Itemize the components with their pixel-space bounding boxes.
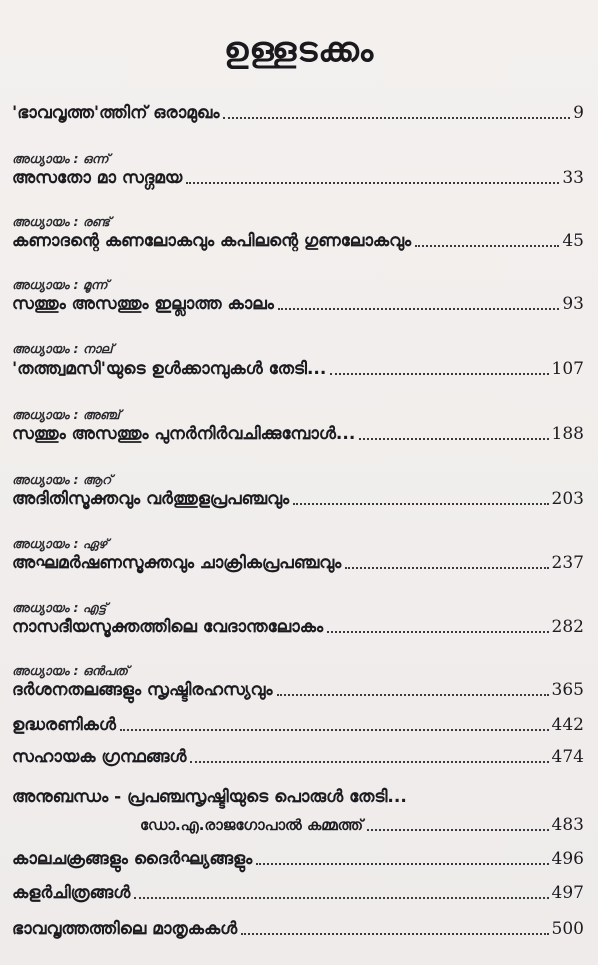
entry-page-number: 203 — [551, 489, 584, 509]
entry-title: ഡോ.എ.രാജഗോപാൽ കമ്മത്ത് — [140, 816, 364, 834]
toc-entry-appendix[interactable] — [12, 782, 584, 808]
entry-title: 'തത്ത്വമസി'യുടെ ഉൾക്കാമ്പുകൾ തേടി... — [12, 359, 327, 379]
dot-leader — [120, 729, 549, 731]
toc-entry-chapter-2[interactable] — [12, 226, 584, 252]
entry-title: ദർശനതലങ്ങളും സൃഷ്ടിരഹസ്യവും — [12, 680, 273, 700]
entry-page-number: 365 — [551, 680, 584, 700]
dot-leader — [330, 373, 548, 375]
toc-entry-chapter-6[interactable] — [12, 484, 584, 510]
entry-title: കാലചക്രങ്ങളും ദൈർഘ്യങ്ങളും — [12, 849, 253, 869]
entry-title: നാസദീയസൂക്തത്തിലെ വേദാന്തലോകം — [12, 617, 324, 637]
entry-title: അദിതിസൂക്തവും വർത്തുളപ്രപഞ്ചവും — [12, 489, 290, 509]
dot-leader — [367, 829, 548, 831]
entry-page-number: 188 — [551, 424, 584, 444]
chapter-label: അധ്യായം : എട്ട് — [12, 600, 107, 615]
entry-page-number: 497 — [551, 883, 584, 903]
toc-entry-models[interactable] — [12, 914, 584, 940]
dot-leader — [359, 438, 548, 440]
toc-entry-chapter-7[interactable] — [12, 548, 584, 574]
entry-page-number: 483 — [551, 815, 584, 835]
chapter-label: അധ്യായം : മൂന്ന് — [12, 277, 108, 292]
entry-title: കളർചിത്രങ്ങൾ — [12, 883, 131, 903]
entry-title: കണാദന്റെ കണലോകവും കപിലന്റെ ഗുണലോകവും — [12, 231, 412, 251]
chapter-label: അധ്യായം : ഏഴ് — [12, 536, 108, 551]
dot-leader — [293, 503, 548, 505]
dot-leader — [278, 308, 559, 310]
chapter-label: അധ്യായം : ഒൻപത് — [12, 663, 128, 678]
entry-page-number: 93 — [562, 294, 584, 314]
entry-title: ഉദ്ധരണികൾ — [12, 715, 116, 735]
dot-leader — [190, 761, 548, 763]
toc-entry-chapter-5[interactable] — [12, 419, 584, 445]
entry-page-number: 442 — [551, 715, 584, 735]
entry-title: ഭാവവൃത്തത്തിലെ മാതൃകകൾ — [12, 919, 238, 939]
entry-title: സത്തും അസത്തും ഇല്ലാത്ത കാലം — [12, 294, 274, 314]
entry-title: സത്തും അസത്തും പുനർനിർവചിക്കുമ്പോൾ... — [12, 424, 356, 444]
toc-entry-chapter-1[interactable] — [12, 163, 584, 189]
toc-entry-quotations[interactable] — [12, 710, 584, 736]
chapter-label: അധ്യായം : നാല് — [12, 341, 113, 356]
toc-entry-colour-pictures[interactable] — [12, 878, 584, 904]
entry-title: അഘമർഷണസൂക്തവും ചാക്രികപ്രപഞ്ചവും — [12, 553, 342, 573]
dot-leader — [223, 117, 570, 119]
dot-leader — [186, 182, 559, 184]
entry-page-number: 474 — [551, 747, 584, 767]
chapter-label: അധ്യായം : അഞ്ച് — [12, 407, 120, 422]
entry-page-number: 33 — [562, 168, 584, 188]
dot-leader — [241, 933, 548, 935]
entry-title: സഹായക ഗ്രന്ഥങ്ങൾ — [12, 747, 187, 767]
chapter-label: അധ്യായം : രണ്ട് — [12, 214, 110, 229]
dot-leader — [327, 631, 548, 633]
chapter-label: അധ്യായം : ഒന്ന് — [12, 151, 109, 166]
toc-entry-appendix-author[interactable] — [140, 810, 584, 836]
toc-entry-chapter-4[interactable] — [12, 354, 584, 380]
entry-page-number: 500 — [551, 919, 584, 939]
toc-entry-preface[interactable] — [12, 98, 584, 124]
entry-title: 'ഭാവവൃത്ത'ത്തിന് ഒരാമുഖം — [12, 103, 220, 123]
dot-leader — [345, 567, 548, 569]
entry-title: അനുബന്ധം - പ്രപഞ്ചസൃഷ്ടിയുടെ പൊരുൾ തേടി... — [12, 787, 407, 807]
entry-title: അസതോ മാ സദ്ഗമയ — [12, 168, 183, 188]
toc-entry-chapter-9[interactable] — [12, 675, 584, 701]
toc-entry-chapter-3[interactable] — [12, 289, 584, 315]
dot-leader — [134, 897, 548, 899]
entry-page-number: 496 — [551, 849, 584, 869]
chapter-label: അധ്യായം : ആറ് — [12, 472, 112, 487]
toc-entry-time-cycles[interactable] — [12, 844, 584, 870]
dot-leader — [256, 863, 548, 865]
entry-page-number: 9 — [573, 103, 584, 123]
dot-leader — [415, 245, 559, 247]
page-title: ഉള്ളടക്കം — [223, 30, 375, 70]
toc-entry-chapter-8[interactable] — [12, 612, 584, 638]
entry-page-number: 282 — [551, 617, 584, 637]
toc-entry-references[interactable] — [12, 742, 584, 768]
entry-page-number: 45 — [562, 231, 584, 251]
entry-page-number: 107 — [551, 359, 584, 379]
dot-leader — [277, 694, 549, 696]
entry-page-number: 237 — [551, 553, 584, 573]
